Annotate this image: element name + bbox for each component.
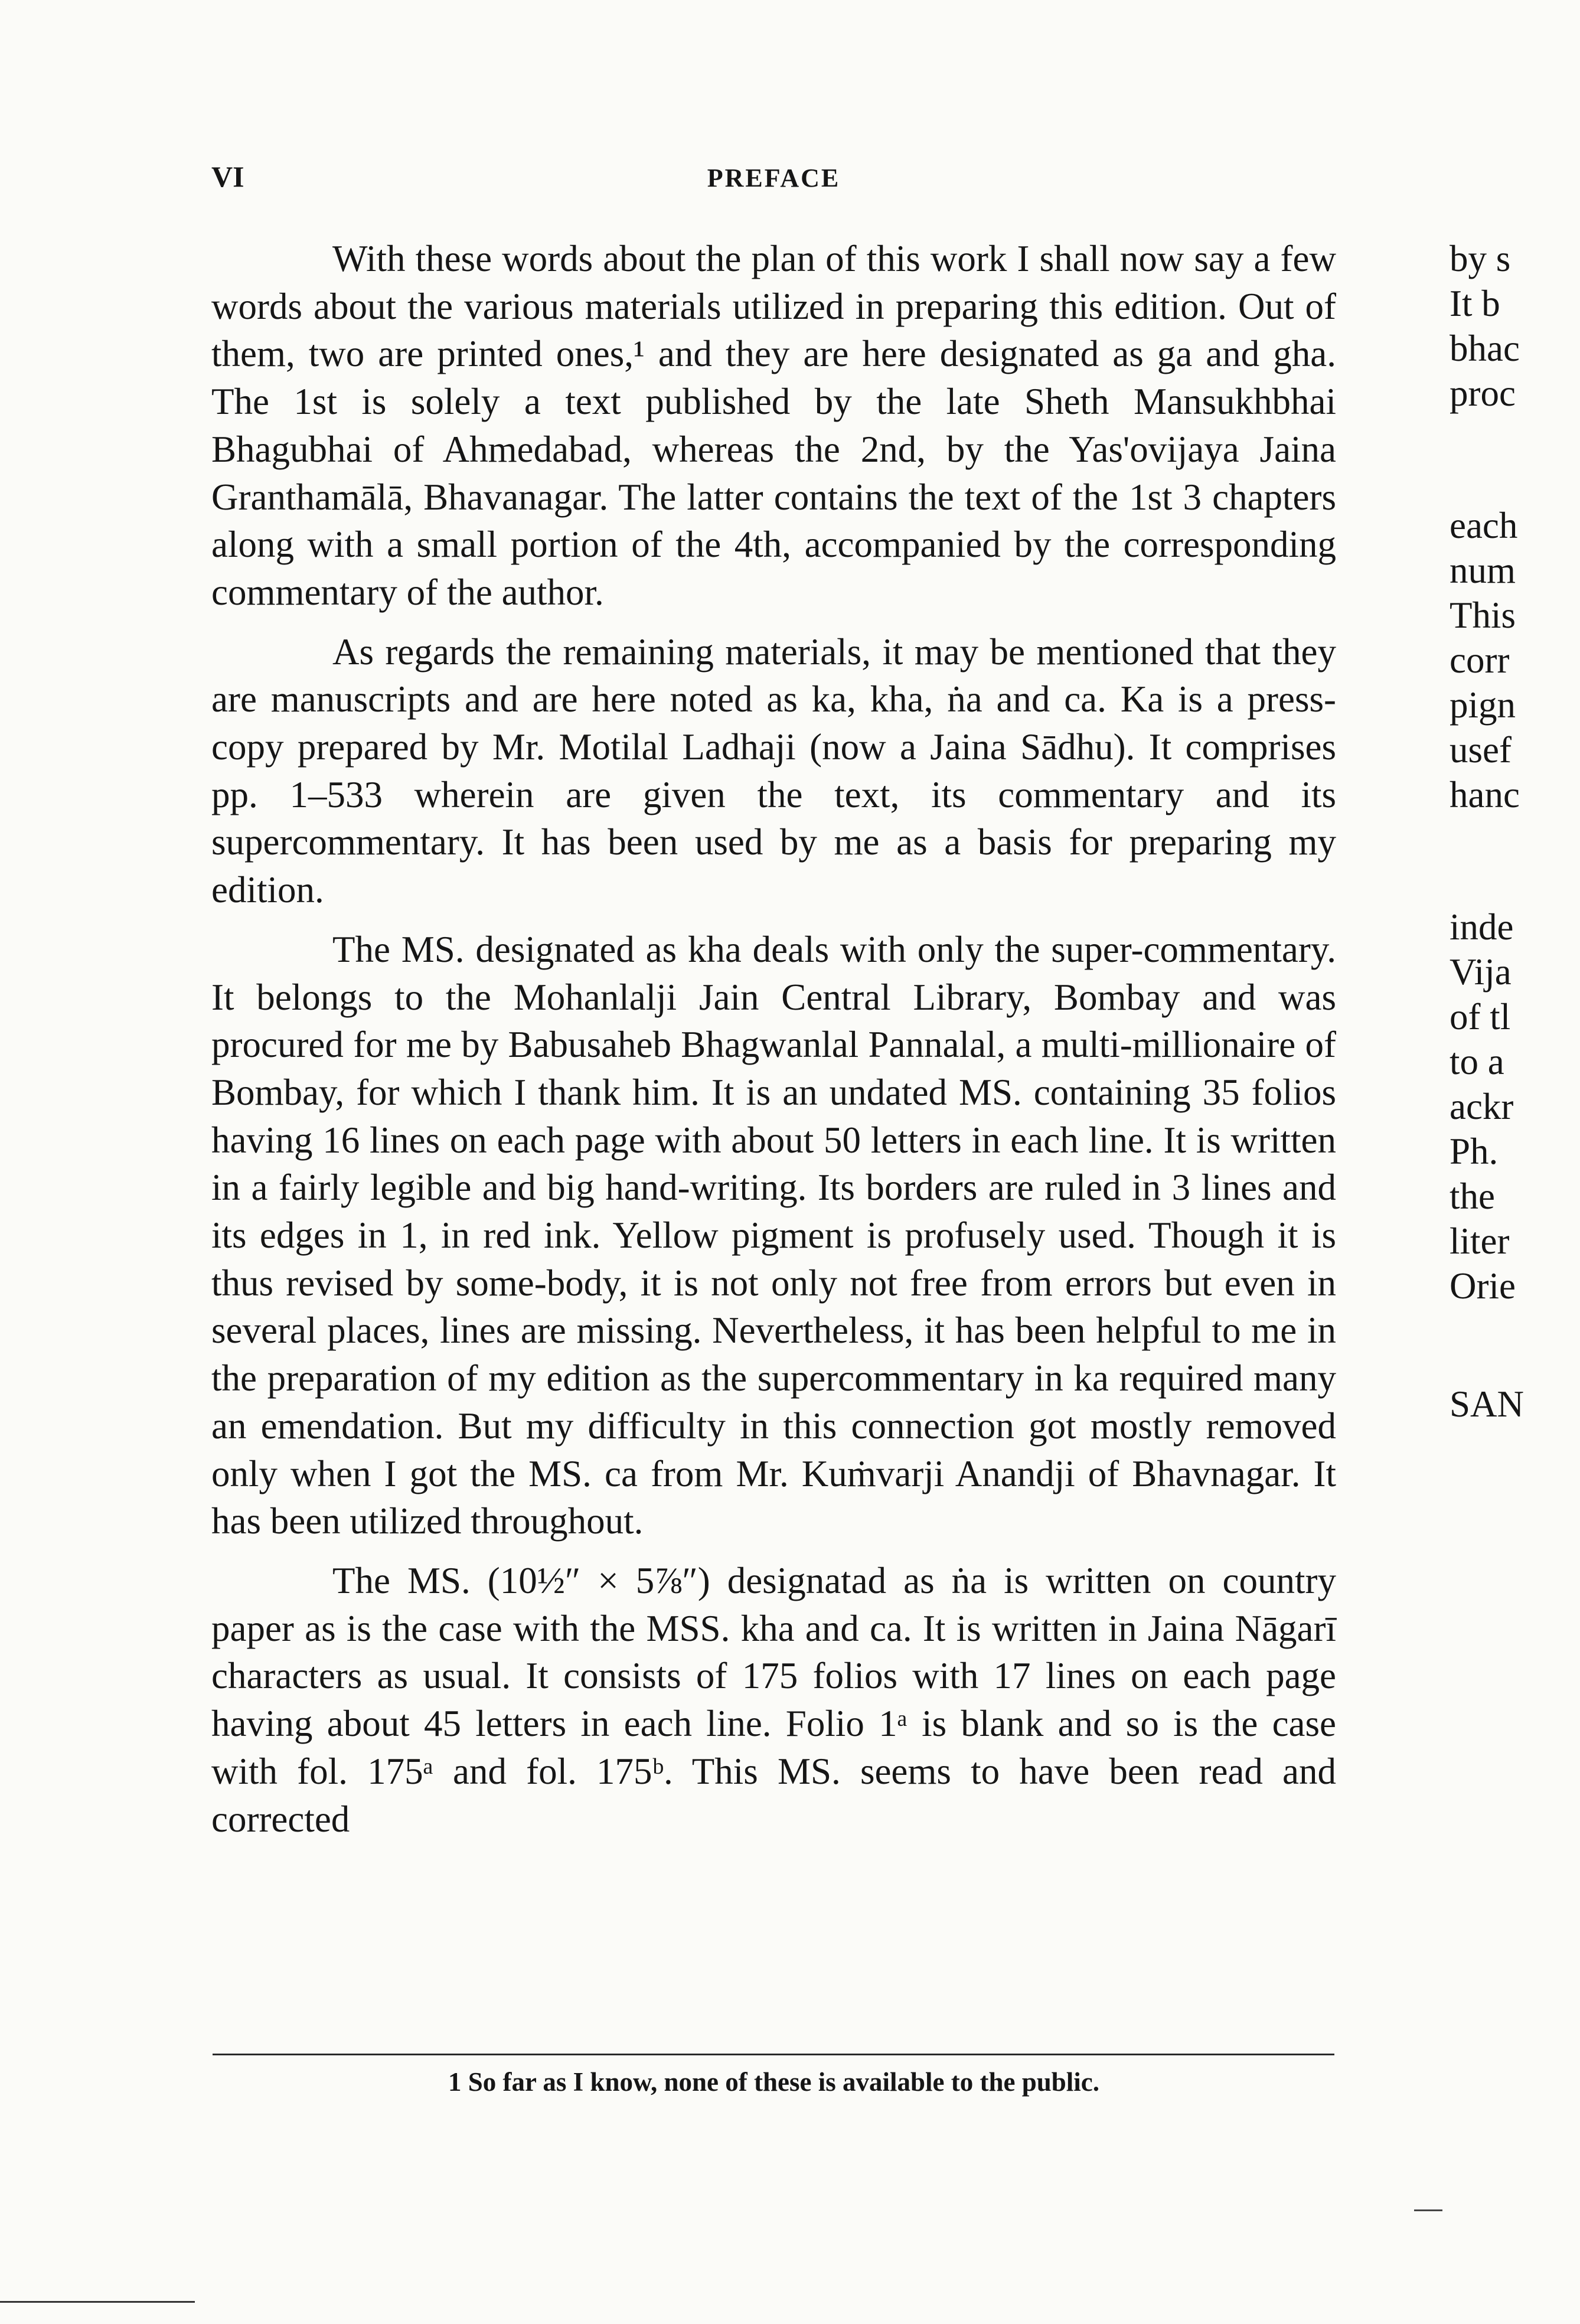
facing-page-fragment: pign [1450, 684, 1516, 726]
paragraph: The MS. (10½″ × 5⅞″) designatad as ṅa is written on country paper as is the case with the MSS. kha and ca. It is written in Jaina Nāgarī characters as usual. It consists of 175 folios with 17 lines on each page having about 45 letters in each line. Folio 1ᵃ is blank and so is the case with fol. 175ᵃ and fol. 175ᵇ. This MS. seems to have been read and corrected [211, 1559, 1336, 1840]
facing-page-fragment: liter [1450, 1220, 1510, 1262]
footnote: 1 So far as I know, none of these is available to the public. [448, 2067, 1100, 2097]
facing-page-fragment: hanc [1450, 774, 1520, 815]
facing-page-fragment: corr [1450, 639, 1510, 681]
footnote-rule [213, 2054, 1334, 2055]
facing-page-fragment: It b [1450, 283, 1500, 324]
facing-page-fragment: This [1450, 595, 1516, 636]
paragraph: With these words about the plan of this work I shall now say a few words about the various materials utilized in preparing this edition. Out of them, two are printed ones,¹ and they are here designated as ga and gha. The 1st is solely a text published by the late Sheth Mansukhbhai Bhagubhai of Ahmedabad, whereas the 2nd, by the Yas'ovijaya Jaina Granthamālā, Bhavanagar. The latter contains the text of the 1st 3 chapters along with a small portion of the 4th, accompanied by the corresponding commentary of the author. [211, 238, 1336, 613]
facing-page-fragment: by s [1450, 238, 1511, 279]
main-text [211, 235, 1336, 1855]
paragraph: As regards the remaining materials, it may be mentioned that they are manuscripts and are here noted as ka, kha, ṅa and ca. Ka is a press-copy prepared by Mr. Motilal Ladhaji (now a Jaina Sādhu). It comprises pp. 1–533 wherein are given the text, its commentary and its supercommentary. It has been used by me as a basis for preparing my edition. [211, 631, 1336, 911]
facing-page-fragment: the [1450, 1176, 1495, 1217]
facing-page-fragment: Ph. [1450, 1131, 1499, 1172]
facing-page-fragment: ackr [1450, 1086, 1514, 1127]
facing-page-fragment: Orie [1450, 1265, 1516, 1307]
facing-page-fragment: inde [1450, 906, 1514, 948]
facing-page-edge [1450, 235, 1580, 1440]
facing-page-fragment: proc [1450, 373, 1516, 414]
paragraph: The MS. designated as kha deals with only the super-commentary. It belongs to the Mohanlalji Jain Central Library, Bombay and was procured for me by Babusaheb Bhagwanlal Pannalal, a multi-millionaire of Bombay, for which I thank him. It is an undated MS. containing 35 folios having 16 lines on each page with about 50 letters in each line. It is written in a fairly legible and big hand-writing. Its borders are ruled in 3 lines and its edges in 1, in red ink. Yellow pigment is profusely used. Though it is thus revised by some-body, it is not only not free from errors but even in several places, lines are missing. Nevertheless, it has been helpful to me in the preparation of my edition as the supercommentary in ka required many an emendation. But my difficulty in this connection got mostly removed only when I got the MS. ca from Mr. Kuṁvarji Anandji of Bhavnagar. It has been utilized throughout. [211, 928, 1336, 1542]
running-title: PREFACE [707, 164, 841, 192]
facing-page-fragment: SAN [1450, 1383, 1524, 1425]
running-header [211, 159, 1336, 207]
facing-page-fragment: of tl [1450, 996, 1511, 1037]
facing-page-fragment: num [1450, 550, 1516, 591]
scan-edge-line [0, 2301, 195, 2303]
facing-page-fragment: each [1450, 505, 1518, 546]
margin-mark [1414, 2209, 1442, 2211]
facing-page-fragment: usef [1450, 729, 1512, 771]
facing-page-fragment: to a [1450, 1041, 1504, 1082]
facing-page-fragment: bhac [1450, 328, 1520, 369]
page-number: VI [211, 160, 244, 193]
facing-page-fragment: Vija [1450, 951, 1512, 993]
